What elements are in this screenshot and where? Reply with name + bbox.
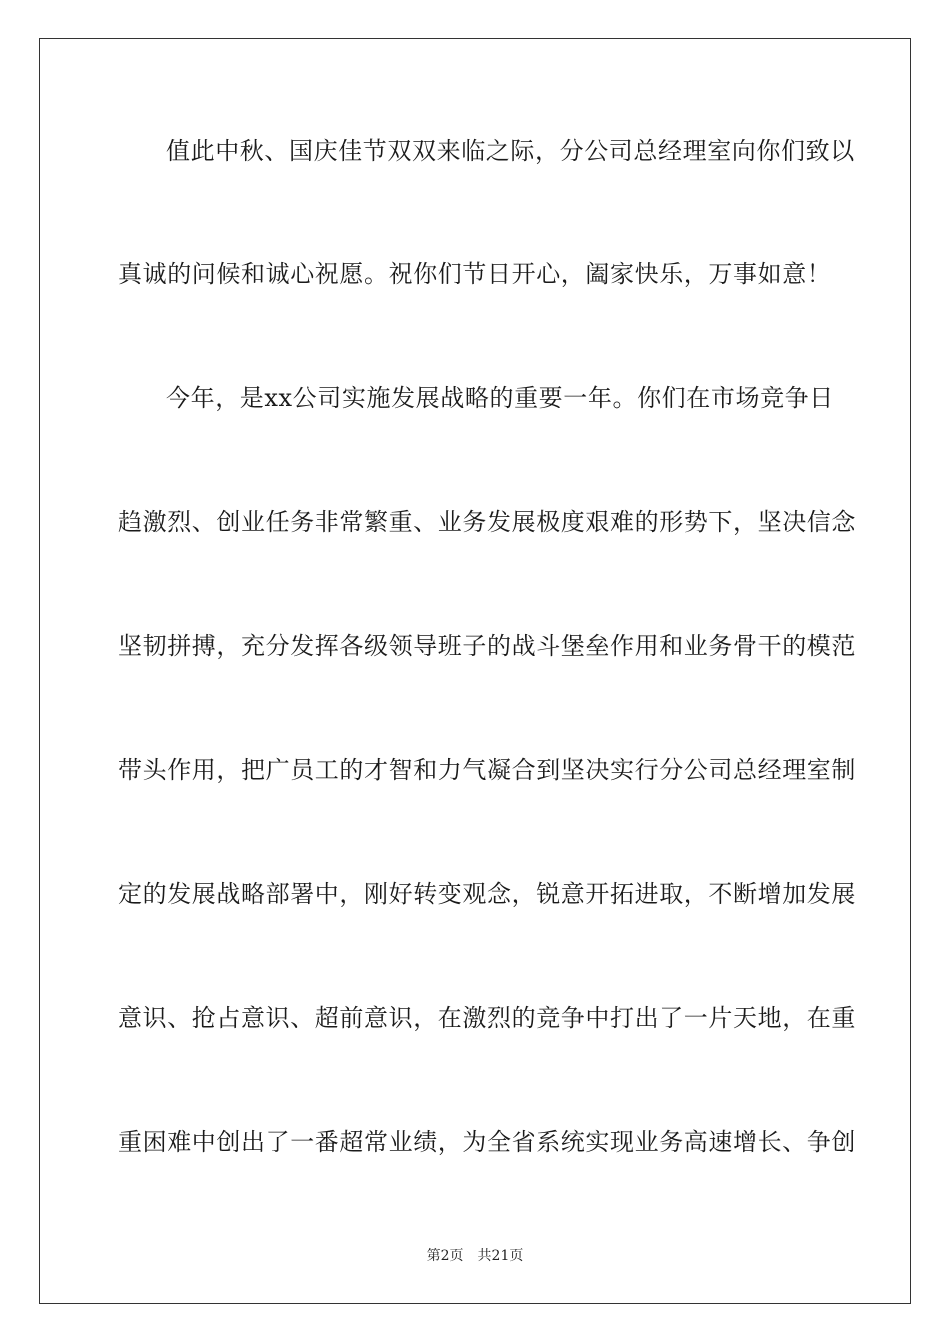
paragraph-line: 今年，是xx公司实施发展战略的重要一年。你们在市场竞争日 [166,384,834,412]
paragraph-line: 坚韧拼搏，充分发挥各级领导班子的战斗堡垒作用和业务骨干的模范 [118,632,856,660]
paragraph-line: 趋激烈、创业任务非常繁重、业务发展极度艰难的形势下，坚决信念 [118,508,856,536]
paragraph-line: 真诚的问候和诚心祝愿。祝你们节日开心，阖家快乐，万事如意！ [118,260,832,288]
paragraph-line: 带头作用，把广员工的才智和力气凝合到坚决实行分公司总经理室制 [118,756,856,784]
paragraph-line: 意识、抢占意识、超前意识，在激烈的竞争中打出了一片天地，在重 [118,1004,856,1032]
paragraph-line: 定的发展战略部署中，刚好转变观念，锐意开拓进取，不断增加发展 [118,880,856,908]
page-border [39,38,911,1304]
paragraph-line: 值此中秋、国庆佳节双双来临之际，分公司总经理室向你们致以 [166,137,855,165]
paragraph-line: 重困难中创出了一番超常业绩，为全省系统实现业务高速增长、争创 [118,1128,856,1156]
page-number: 第2页 共21页 [426,1248,524,1264]
